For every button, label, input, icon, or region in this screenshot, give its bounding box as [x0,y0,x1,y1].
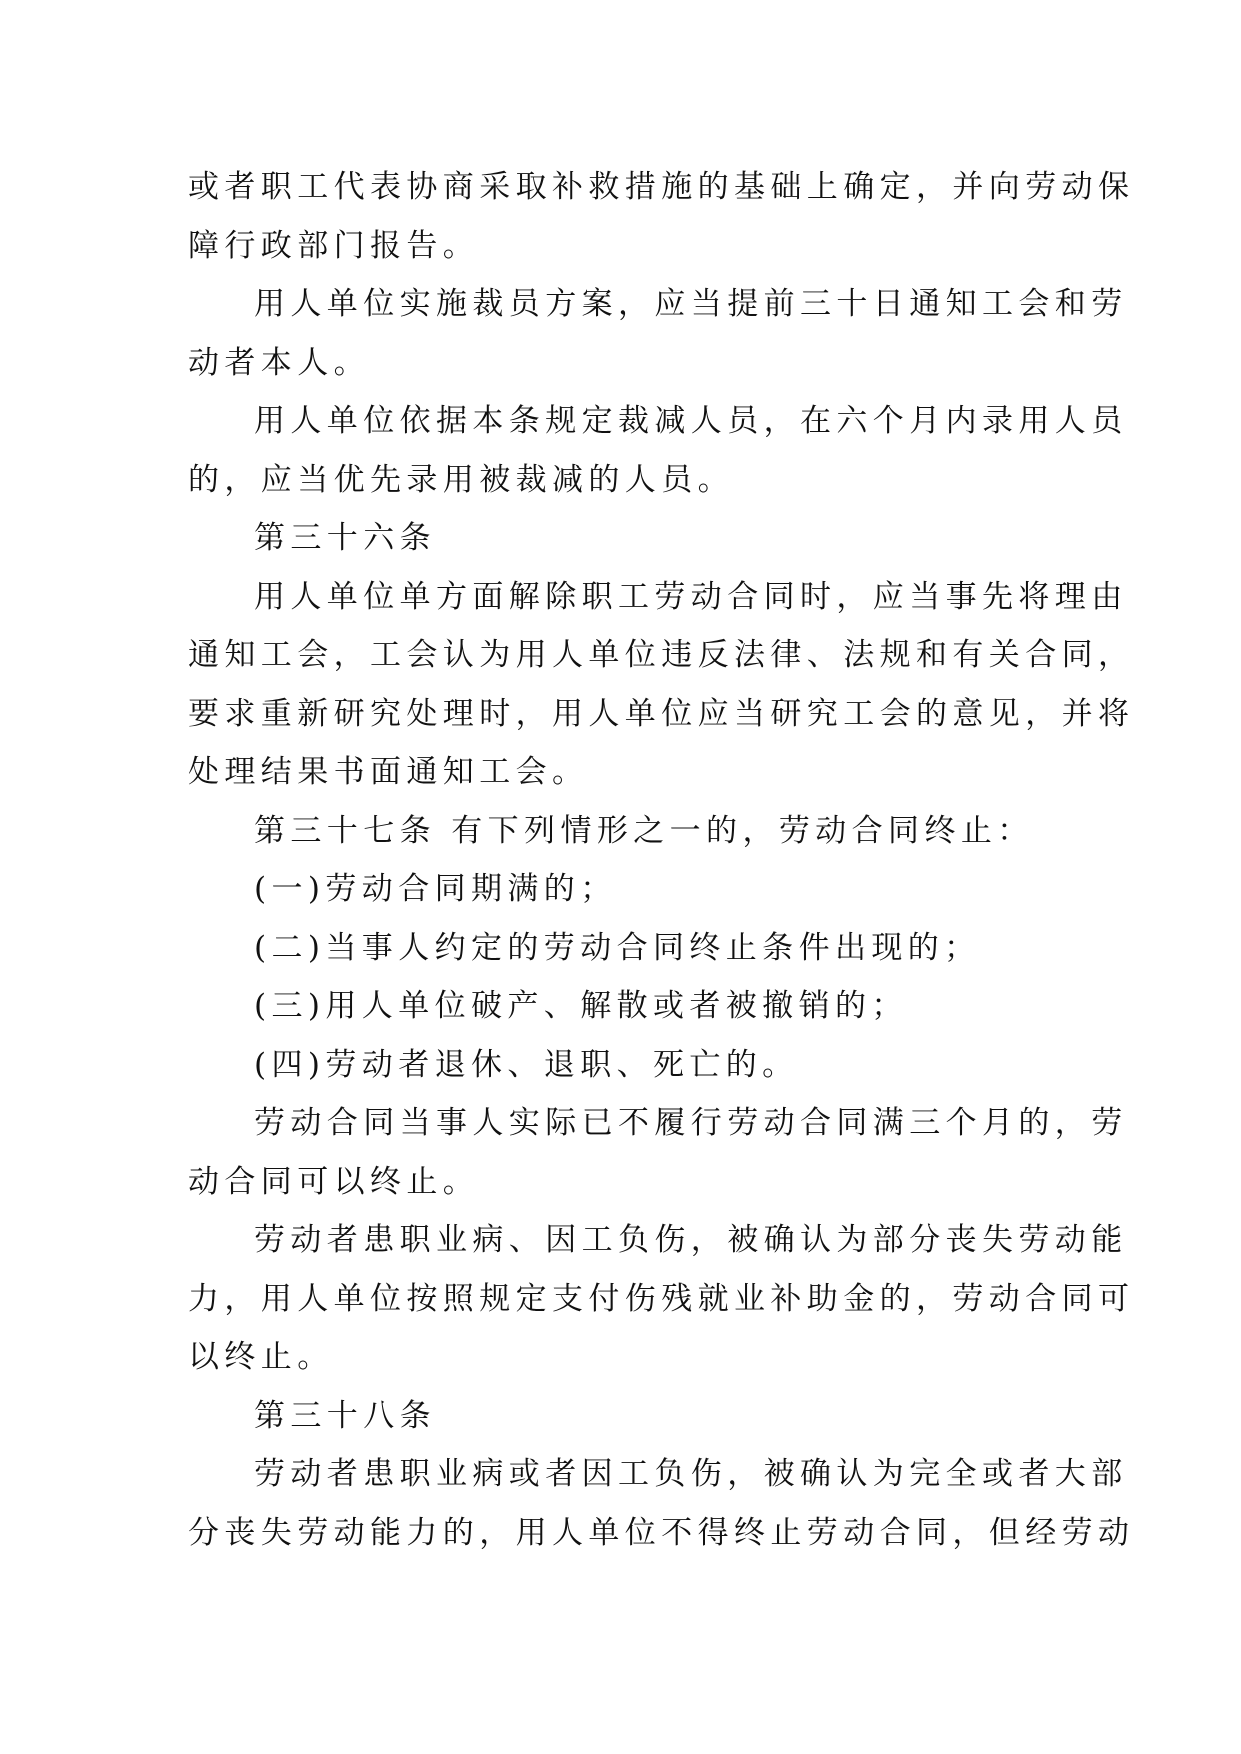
text-line: 或者职工代表协商采取补救措施的基础上确定，并向劳动保 [188,169,1135,205]
text-line: 动合同可以终止。 [188,1163,480,1200]
text-line: 劳动合同当事人实际已不履行劳动合同满三个月的，劳 [254,1105,1128,1141]
text-line: 处理结果书面通知工会。 [188,754,589,790]
text-line: 以终止。 [188,1339,334,1375]
text-line: 用人单位实施裁员方案，应当提前三十日通知工会和劳 [254,286,1128,322]
list-item: (四)劳动者退休、退职、死亡的。 [254,1046,799,1083]
text-line: 动者本人。 [188,344,370,381]
text-line: 用人单位依据本条规定裁减人员，在六个月内录用人员 [254,403,1128,439]
text-line: 障行政部门报告。 [188,227,480,264]
list-item: (二)当事人约定的劳动合同终止条件出现的； [254,929,981,966]
text-line: 通知工会，工会认为用人单位违反法律、法规和有关合同， [188,637,1135,673]
article-heading: 第三十七条 有下列情形之一的，劳动合同终止： [254,812,1034,849]
list-item: (一)劳动合同期满的； [254,871,617,907]
list-item: (三)用人单位破产、解散或者被撤销的； [254,988,908,1024]
document-body [188,158,1135,1562]
text-line: 力，用人单位按照规定支付伤残就业补助金的，劳动合同可 [188,1280,1135,1317]
article-heading: 第三十八条 [254,1397,436,1434]
text-line: 用人单位单方面解除职工劳动合同时，应当事先将理由 [254,578,1128,615]
text-line: 分丧失劳动能力的，用人单位不得终止劳动合同，但经劳动 [188,1514,1135,1551]
text-line: 劳动者患职业病、因工负伤，被确认为部分丧失劳动能 [254,1222,1128,1258]
text-line: 要求重新研究处理时，用人单位应当研究工会的意见，并将 [188,695,1135,732]
text-line: 的，应当优先录用被裁减的人员。 [188,461,734,498]
text-line: 劳动者患职业病或者因工负伤，被确认为完全或者大部 [254,1456,1128,1492]
article-heading: 第三十六条 [254,520,436,556]
